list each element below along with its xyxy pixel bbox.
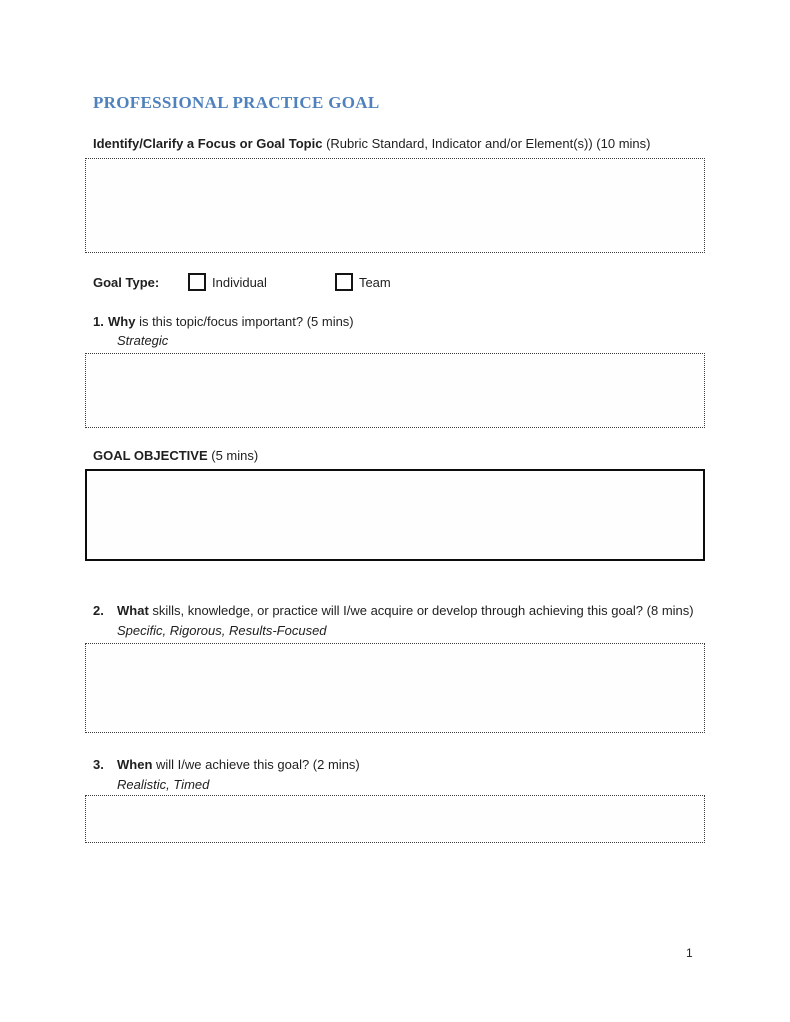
goal-type-row xyxy=(93,272,391,292)
question-1-hint: Strategic xyxy=(117,333,169,348)
goal-type-option-team[interactable] xyxy=(335,273,391,291)
question-1-field[interactable] xyxy=(85,353,705,428)
checkbox-team-label: Team xyxy=(358,274,391,290)
question-3-number: 3. xyxy=(93,757,104,772)
question-3-field[interactable] xyxy=(85,795,705,843)
question-2-text: skills, knowledge, or practice will I/we acquire or develop through achieving this goal? (8 mins) xyxy=(148,603,694,618)
question-3-hint: Realistic, Timed xyxy=(117,777,210,792)
page-number: 1 xyxy=(686,946,693,960)
question-3-text: will I/we achieve this goal? (2 mins) xyxy=(152,757,360,772)
question-2-hint: Specific, Rigorous, Results-Focused xyxy=(117,623,327,638)
question-3-keyword: When xyxy=(117,757,153,772)
goal-type-option-individual[interactable] xyxy=(188,273,267,291)
goal-objective-label-bold: GOAL OBJECTIVE xyxy=(93,448,208,463)
goal-objective-field[interactable] xyxy=(85,469,705,561)
checkbox-individual-label: Individual xyxy=(212,274,267,290)
identify-topic-label-bold: Identify/Clarify a Focus or Goal Topic xyxy=(93,136,323,151)
goal-type-label: Goal Type: xyxy=(93,274,160,290)
question-3-label xyxy=(93,757,360,773)
identify-topic-label xyxy=(93,136,650,152)
question-2-number: 2. xyxy=(93,603,104,618)
question-1-number: 1. xyxy=(93,314,104,329)
checkbox-individual[interactable] xyxy=(188,273,206,291)
goal-objective-label-rest: (5 mins) xyxy=(207,448,259,463)
identify-topic-label-rest: (Rubric Standard, Indicator and/or Element(s)) (10 mins) xyxy=(322,136,651,151)
question-2-field[interactable] xyxy=(85,643,705,733)
question-2-label xyxy=(93,603,694,619)
question-1-keyword: Why xyxy=(108,314,136,329)
checkbox-team[interactable] xyxy=(335,273,353,291)
question-2-keyword: What xyxy=(117,603,149,618)
question-1-label xyxy=(93,314,354,330)
identify-topic-field[interactable] xyxy=(85,158,705,253)
page-title: PROFESSIONAL PRACTICE GOAL xyxy=(93,93,380,112)
question-1-text: is this topic/focus important? (5 mins) xyxy=(135,314,354,329)
goal-objective-label xyxy=(93,448,258,464)
